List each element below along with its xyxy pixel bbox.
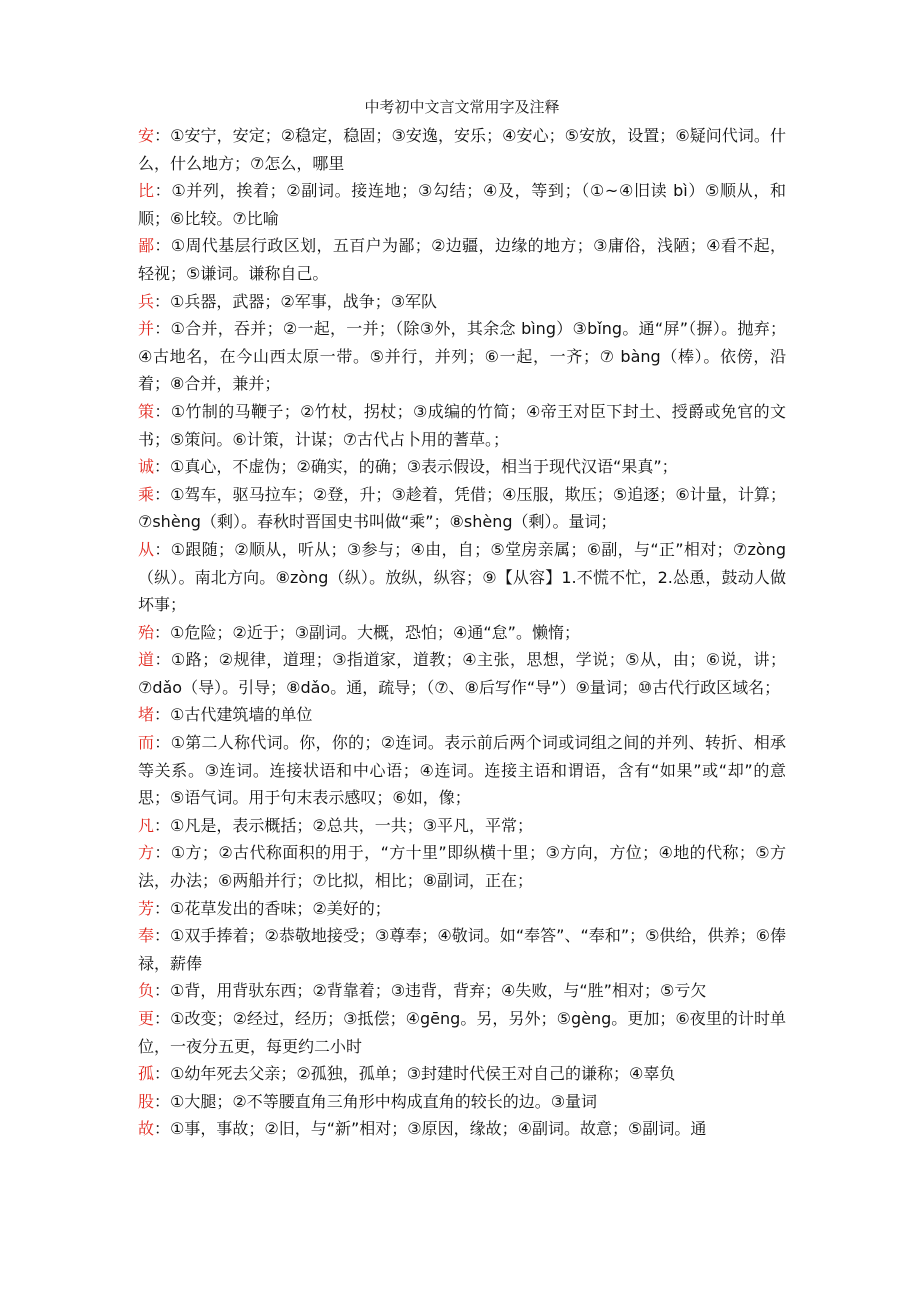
entry-headword: 殆 bbox=[138, 622, 155, 642]
entry-definition: ：①驾车，驱马拉车；②登，升；③趁着，凭借；④压服，欺压；⑤追逐；⑥计量，计算；⑦shèng（剩）。春秋时晋国史书叫做“乘”；⑧shèng（剩）。量词； bbox=[138, 484, 786, 532]
entry-headword: 奉 bbox=[138, 926, 155, 946]
entry-headword: 芳 bbox=[138, 898, 155, 918]
document-title: 中考初中文言文常用字及注释 bbox=[364, 98, 560, 116]
entry-definition: ：①路；②规律，道理；③指道家，道教；④主张，思想，学说；⑤从，由；⑥说，讲；⑦dǎo（导）。引导；⑧dǎo。通，疏导；（⑦、⑧后写作“导”）⑨量词；⑩古代行政区域名； bbox=[138, 650, 786, 697]
dictionary-entry bbox=[138, 1060, 786, 1088]
entry-definition: ：①竹制的马鞭子；②竹杖，拐杖；③成编的竹简；④帝王对臣下封土、授爵或免官的文书；⑤策问。⑥计策，计谋；⑦古代占卜用的蓍草。； bbox=[138, 401, 786, 449]
dictionary-entry bbox=[138, 536, 786, 619]
dictionary-entry bbox=[138, 481, 786, 536]
entry-definition: ：①花草发出的香味；②美好的； bbox=[154, 898, 391, 918]
entry-headword: 负 bbox=[138, 981, 155, 1001]
entry-definition: ：①事，事故；②旧，与“新”相对；③原因，缘故；④副词。故意；⑤副词。通 bbox=[154, 1119, 707, 1139]
entry-headword: 诚 bbox=[138, 457, 155, 477]
entry-headword: 乘 bbox=[138, 484, 155, 504]
entry-definition: ：①真心，不虚伪；②确实，的确；③表示假设，相当于现代汉语“果真”； bbox=[154, 457, 678, 477]
entry-definition: ：①古代建筑墙的单位 bbox=[154, 705, 313, 725]
entry-definition: ：①背，用背驮东西；②背靠着；③违背，背弃；④失败，与“胜”相对；⑤亏欠 bbox=[154, 981, 707, 1001]
entry-definition: ：①危险；②近于；③副词。大概，恐怕；④通“怠”。懒惰； bbox=[154, 622, 580, 642]
entry-definition: ：①合并，吞并；②一起，一并；（除③外，其余念 bìng）③bǐng。通“屏”（摒）。抛弃；④古地名，在今山西太原一带。⑤并行，并列；⑥一起，一齐；⑦ bàng（棒）。依傍，沿着；⑧合并，兼并； bbox=[138, 319, 786, 394]
dictionary-entry bbox=[138, 1088, 786, 1116]
dictionary-entry bbox=[138, 398, 786, 453]
entry-headword: 道 bbox=[138, 650, 155, 670]
dictionary-entry bbox=[138, 1115, 786, 1143]
entry-definition: ：①第二人称代词。你，你的；②连词。表示前后两个词或词组之间的并列、转折、相承等关系。③连词。连接状语和中心语；④连词。连接主语和谓语，含有“如果”或“却”的意思；⑤语气词。用于句末表示感叹；⑥如，像； bbox=[138, 733, 786, 808]
entry-headword: 孤 bbox=[138, 1064, 155, 1084]
dictionary-entry bbox=[138, 729, 786, 812]
entry-headword: 策 bbox=[138, 401, 155, 421]
entry-headword: 比 bbox=[138, 181, 155, 201]
entry-headword: 方 bbox=[138, 843, 155, 863]
entry-definition: ：①安宁，安定；②稳定，稳固；③安逸，安乐；④安心；⑤安放，设置；⑥疑问代词。什么，什么地方；⑦怎么，哪里 bbox=[138, 126, 786, 173]
dictionary-entry bbox=[138, 1005, 786, 1060]
entry-headword: 安 bbox=[138, 126, 155, 145]
dictionary-entry bbox=[138, 122, 786, 177]
entry-definition: ：①幼年死去父亲；②孤独，孤单；③封建时代侯王对自己的谦称；④辜负 bbox=[154, 1064, 676, 1084]
entry-definition: ：①改变；②经过，经历；③抵偿；④gēng。另，另外；⑤gèng。更加；⑥夜里的计时单位，一夜分五更，每更约二小时 bbox=[138, 1009, 786, 1056]
entry-headword: 凡 bbox=[138, 815, 155, 835]
dictionary-entry bbox=[138, 177, 786, 232]
entry-headword: 从 bbox=[138, 539, 155, 559]
entry-headword: 更 bbox=[138, 1009, 155, 1028]
dictionary-entry bbox=[138, 232, 786, 287]
dictionary-entry bbox=[138, 315, 786, 398]
entry-headword: 鄙 bbox=[138, 236, 155, 256]
entry-headword: 兵 bbox=[138, 291, 155, 311]
dictionary-entry bbox=[138, 812, 786, 840]
dictionary-entry bbox=[138, 619, 786, 647]
dictionary-entry bbox=[138, 288, 786, 316]
entry-headword: 故 bbox=[138, 1119, 155, 1139]
entry-list bbox=[138, 122, 786, 1143]
entry-definition: ：①凡是，表示概括；②总共，一共；③平凡，平常； bbox=[154, 815, 534, 835]
entry-definition: ：①双手捧着；②恭敬地接受；③尊奉；④敬词。如“奉答”、“奉和”；⑤供给，供养；⑥俸禄，薪俸 bbox=[138, 926, 786, 973]
dictionary-entry bbox=[138, 646, 786, 701]
entry-definition: ：①大腿；②不等腰直角三角形中构成直角的较长的边。③量词 bbox=[154, 1091, 598, 1111]
entry-definition: ：①方；②古代称面积的用于，“方十里”即纵横十里；③方向，方位；④地的代称；⑤方法，办法；⑥两船并行；⑦比拟，相比；⑧副词，正在； bbox=[138, 843, 786, 891]
entry-definition: ：①兵器，武器；②军事，战争；③军队 bbox=[154, 291, 438, 311]
entry-headword: 并 bbox=[138, 319, 155, 339]
entry-headword: 股 bbox=[138, 1091, 155, 1111]
dictionary-entry bbox=[138, 895, 786, 923]
entry-definition: ：①并列，挨着；②副词。接连地；③勾结；④及，等到；（①~④旧读 bì）⑤顺从，和顺；⑥比较。⑦比喻 bbox=[138, 181, 786, 228]
dictionary-entry bbox=[138, 922, 786, 977]
dictionary-entry bbox=[138, 701, 786, 729]
dictionary-entry bbox=[138, 839, 786, 894]
entry-definition: ：①周代基层行政区划，五百户为鄙；②边疆，边缘的地方；③庸俗，浅陋；④看不起，轻视；⑤谦词。谦称自己。 bbox=[138, 236, 786, 283]
entry-headword: 而 bbox=[138, 733, 155, 753]
entry-definition: ：①跟随；②顺从，听从；③参与；④由，自；⑤堂房亲属；⑥副，与“正”相对；⑦zòng（纵）。南北方向。⑧zòng（纵）。放纵，纵容；⑨【从容】1.不慌不忙，2.怂恿，鼓动人做坏事； bbox=[138, 539, 786, 615]
dictionary-entry bbox=[138, 977, 786, 1005]
dictionary-entry bbox=[138, 453, 786, 481]
document-page bbox=[138, 96, 786, 1143]
entry-headword: 堵 bbox=[138, 705, 155, 725]
